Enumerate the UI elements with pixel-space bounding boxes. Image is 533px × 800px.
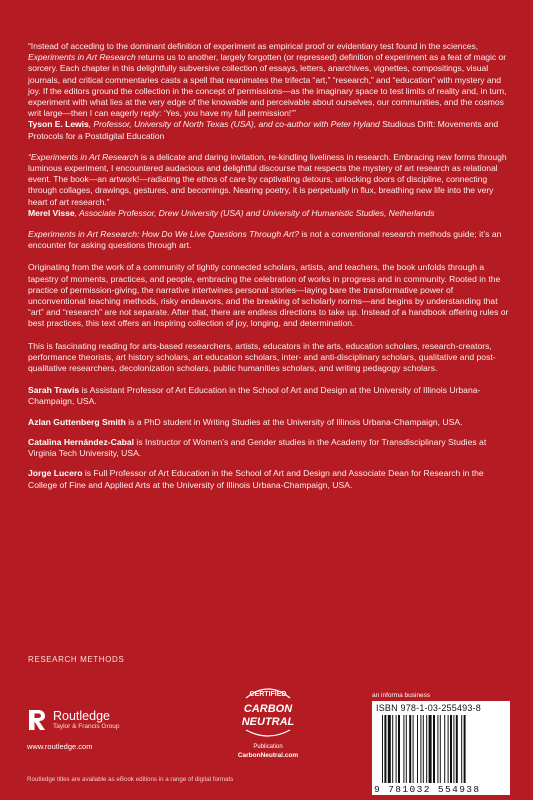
- publisher-group: Taylor & Francis Group: [53, 723, 120, 730]
- bio-jorge-lucero: [28, 468, 510, 490]
- routledge-mark-icon: [27, 708, 47, 732]
- description-paragraph: Originating from the work of a community of tightly connected scholars, artists, and teachers, the book unfolds through a tapestry of moments, practices, and people, embracing the celebration of works in progress and in community. Rooted in the practice of permission-giving, the narrative intertwines personal stories—laying bare the transformative power of unconventional teaching methods, risky endeavors, and the breaking of scholarly norms—and begins by understanding that “art” and “research” are not separate. After that, there are endless directions to take up. Instead of a handbook offering rules or best practices, this text offers an inspiring collection of joy, longing, and determination.: [28, 262, 509, 329]
- endorsement-1: [28, 41, 510, 142]
- endorsement-2: [28, 152, 510, 219]
- routledge-wordmark: [53, 709, 119, 731]
- category-label: RESEARCH METHODS: [28, 655, 125, 664]
- publisher-name: Routledge: [53, 709, 110, 723]
- back-cover-text: [28, 41, 510, 500]
- endorser-extra-1: Studious Drift: Movements and Protocols for a Postdigital Education: [28, 119, 499, 141]
- bio-azlan-guttenberg-smith: [28, 417, 510, 428]
- informa-label: an informa business: [372, 692, 431, 699]
- bio-name: Jorge Lucero: [28, 468, 83, 479]
- endorsement-2-quote: is a delicate and daring invitation, re-kindling liveliness in research. Embracing new forms through luminous experiment, I encountered audacious and delightful discourse that respects the mystery of art research as relational event. The book—an artwork!—radiating the ethos of care by captivating detours, unlocking doors of discipline, connecting through collages, drawings, gestures, and becomings. Nearing poetry, it is perpetually in flux, breathing new life into the very heart of art research.”: [28, 151, 507, 207]
- carbon-line3: NEUTRAL: [241, 716, 295, 728]
- bio-text: is Assistant Professor of Art Education in the School of Art and Design at the University of Illinois Urbana-Champaign, USA.: [28, 385, 481, 407]
- bio-catalina-hernandez-cabal: [28, 437, 510, 459]
- carbon-line2: CARBON: [243, 703, 293, 715]
- carbon-line1: CERTIFIED: [249, 691, 287, 698]
- bio-name: Sarah Travis: [28, 385, 80, 396]
- intro-paragraph: [28, 229, 510, 251]
- endorser-affiliation-2: , Associate Professor, Drew University (USA) and University of Humanistic Studies, Netherlands: [74, 207, 435, 218]
- bio-name: Catalina Hernández-Cabal: [28, 436, 135, 447]
- endorsement-1-quote-a: “Instead of acceding to the dominant definition of experiment as empirical proof or evidentiary test found in the sciences,: [28, 41, 479, 51]
- carbon-neutral-badge-icon: [232, 678, 304, 744]
- endorsement-1-quote-b: returns us to another, largely forgotten (or repressed) definition of experiment as a feat of magic or sorcery. Each chapter in this delightfully subversive collection of essays, letters, anarchives, vignettes, compositings, visual journals, and critical commentaries casts a spell that reanimates the trifecta “art,” “research,” and “education” with mystery and joy. If the editors ground the collection in the concept of permissions—as the imaginary space to test limits of reality and, in turn, experiment with what lies at the very edge of the knowable and perceivable about ourselves, our communities, and the cosmos writ large—then I can eagerly reply: ‘Yes, you have my full permission!’”: [28, 52, 507, 119]
- bio-text: is Instructor of Women’s and Gender studies in the Academy for Transdisciplinary Studies at Virginia Tech University, USA.: [28, 436, 487, 459]
- endorser-name-2: Merel Visse: [28, 207, 75, 218]
- barcode-bars-icon: [382, 715, 502, 783]
- endorser-name-1: Tyson E. Lewis: [28, 119, 89, 130]
- bio-sarah-travis: [28, 385, 510, 407]
- endorser-affiliation-1: , Professor, University of North Texas (USA), and co-author with Peter Hyland: [88, 119, 380, 130]
- endorsement-2-quote-open: “: [28, 151, 31, 162]
- carbon-neutral-logo: [232, 678, 304, 748]
- endorsement-2-title: Experiments in Art Research: [30, 151, 139, 162]
- carbon-url[interactable]: CarbonNeutral.com: [237, 752, 299, 759]
- bio-text: is Full Professor of Art Education in the School of Art and Design and Associate Dean for Research in the College of Fine and Applied Arts at the University of Illinois Urbana-Champaign, USA.: [28, 468, 484, 490]
- bio-name: Azlan Guttenberg Smith: [28, 416, 126, 427]
- isbn-label: ISBN 978-1-03-255493-8: [376, 703, 481, 713]
- bio-text: is a PhD student in Writing Studies at the University of Illinois Urbana-Champaign, USA.: [125, 416, 463, 427]
- publisher-url[interactable]: www.routledge.com: [27, 742, 93, 751]
- routledge-logo: [27, 708, 119, 732]
- intro-text: is not a conventional research methods guide; it’s an encounter for asking questions through art.: [28, 229, 502, 251]
- cover-footer: [0, 670, 533, 800]
- audience-paragraph: This is fascinating reading for arts-based researchers, artists, educators in the arts, education scholars, research-creators, performance theorists, art history scholars, art education scholars, inter- and anti-disciplinary scholars, qualitative and post-qualitative researchers, decolonization scholars, public humanities scholars, and writing pedagogy scholars.: [28, 340, 496, 374]
- barcode: [372, 701, 510, 795]
- book-title: Experiments in Art Research: How Do We Live Questions Through Art?: [28, 229, 299, 240]
- carbon-publication: Publication: [253, 744, 283, 750]
- barcode-digits: 9 781032 554938: [374, 784, 481, 795]
- ebook-footnote: Routledge titles are available as eBook editions in a range of digital formats: [27, 776, 234, 783]
- endorsement-1-title: Experiments in Art Research: [28, 52, 136, 63]
